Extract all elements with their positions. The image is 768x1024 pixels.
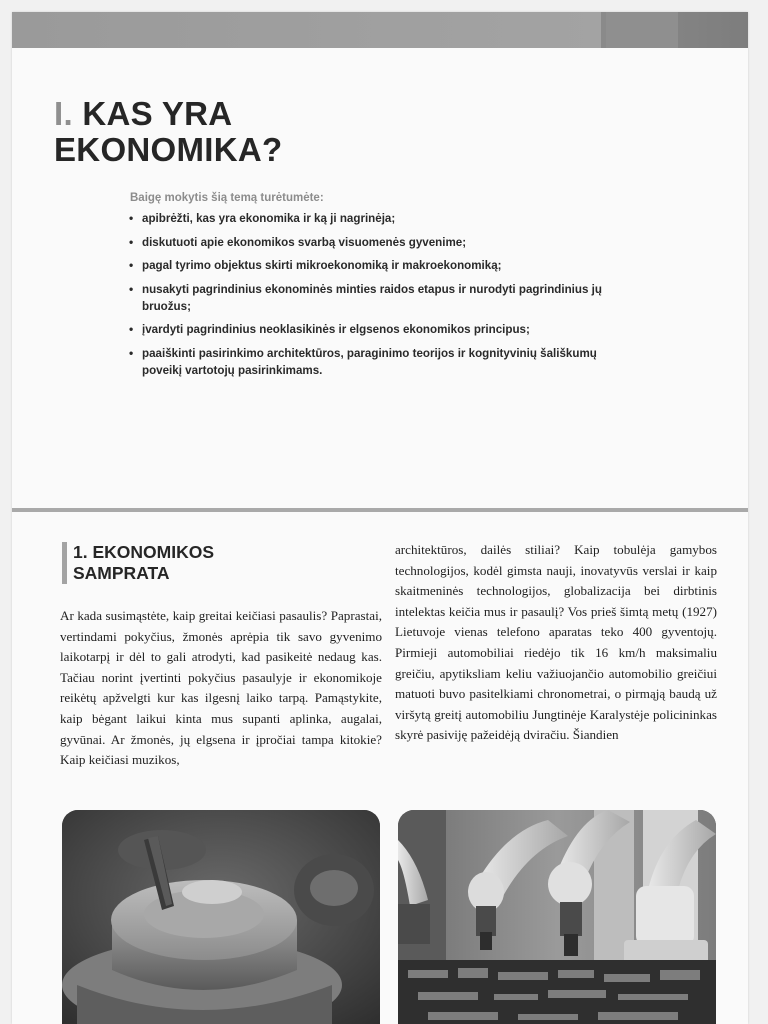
- chapter-title-line1: KAS YRA: [82, 95, 233, 132]
- body-column-left: [60, 606, 382, 771]
- textbook-page: [12, 12, 748, 1024]
- top-bar-segment: [606, 12, 678, 48]
- objectives-intro: Baigę mokytis šią temą turėtumėte:: [130, 192, 324, 204]
- objective-item: • apibrėžti, kas yra ekonomika ir ką ji nagrinėja;: [128, 210, 608, 227]
- objectives-list: [128, 210, 608, 379]
- learning-objectives: [128, 192, 608, 385]
- millstone-photo: [62, 810, 380, 1024]
- objective-item: • pagal tyrimo objektus skirti mikroekonomiką ir makroekonomiką;: [128, 257, 608, 274]
- objective-item: • paaiškinti pasirinkimo architektūros, paraginimo teorijos ir kognityvinių šališkumų poveikį vartotojų pasirinkimams.: [128, 345, 608, 379]
- objective-item: • įvardyti pagrindinius neoklasikinės ir elgsenos ekonomikos principus;: [128, 321, 608, 338]
- chapter-number: I.: [54, 95, 73, 132]
- body-column-right: [395, 540, 717, 746]
- section-heading: [62, 542, 214, 584]
- section-heading-line1: 1. EKONOMIKOS: [73, 542, 214, 562]
- body-paragraph-left: Ar kada susimąstėte, kaip greitai keičiasi pasaulis? Paprastai, vertindami pokyčius, žmonės aprėpia tik savo gyvenimo laikotarpį ir dėl to gali atrodyti, kad pasikeitė nedaug kas. Tačiau norint įvertinti pokyčius pasaulyje ir ekonomikoje reikėtų apžvelgti kur kas ilgesnį laiko tarpą. Pamąstykite, kaip bėgant laikui kinta mus supanti aplinka, augalai, gyvūnai. Ar žmonės, jų elgsena ir įpročiai tampa kitokie? Kaip keičiasi muzikos,: [60, 608, 382, 768]
- chapter-title-line2: EKONOMIKA?: [54, 131, 283, 168]
- section-heading-line2: SAMPRATA: [73, 563, 170, 583]
- section-divider: [12, 508, 748, 512]
- robot-arms-photo: [398, 810, 716, 1024]
- chapter-title: [54, 96, 283, 168]
- objective-item: • diskutuoti apie ekonomikos svarbą visuomenės gyvenime;: [128, 234, 608, 251]
- top-color-bar: [12, 12, 748, 48]
- body-paragraph-right: architektūros, dailės stiliai? Kaip tobulėja gamybos technologijos, kodėl gimsta nauji, inovatyvūs verslai ir kaip skaitmeninės technologijos, globalizacija bei dirbtinis intelektas keičia mus ir pasaulį? Vos prieš šimtą metų (1927) Lietuvoje vienas telefono aparatas teko 400 gyventojų. Pirmieji automobiliai riedėjo tik 16 km/h maksimaliu greičiu, apytiksliam keliu važiuojančio automobilio greičiui matuoti buvo pasitelkiami chronometrai, o pirmąją baudą už viršytą greitį automobiliu Jungtinėje Karalystėje policininkas skyrė pasiviję pažeidėją dviračiu. Šiandien: [395, 542, 717, 743]
- objective-item: • nusakyti pagrindinius ekonominės minties raidos etapus ir nurodyti pagrindinius jų bruožus;: [128, 281, 608, 315]
